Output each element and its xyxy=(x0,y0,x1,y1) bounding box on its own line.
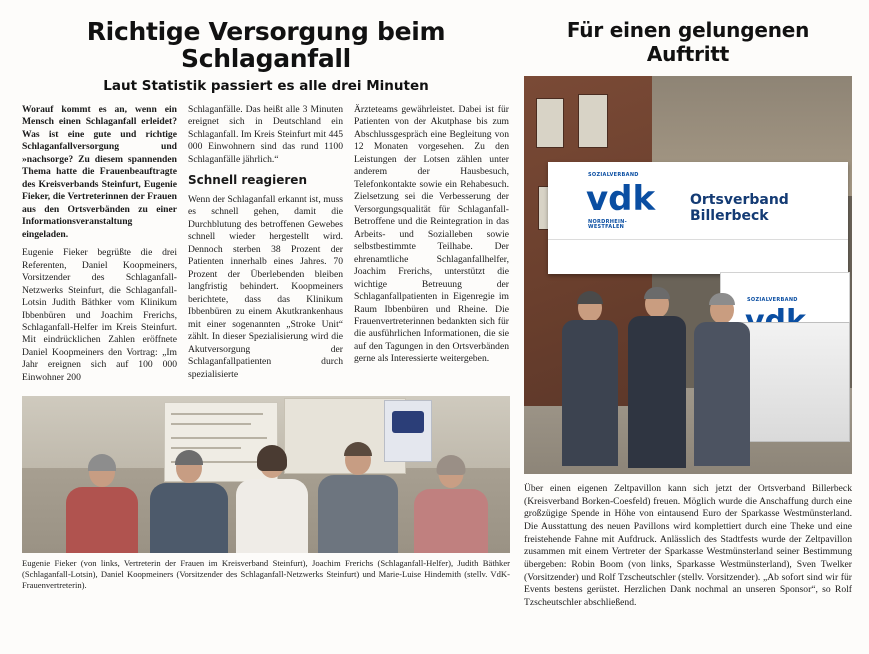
right-article xyxy=(524,18,852,616)
person-robin-boom xyxy=(562,294,618,466)
torso xyxy=(236,479,308,553)
torso xyxy=(628,316,686,468)
left-article xyxy=(22,18,510,638)
person-rolf-tzscheutschler xyxy=(694,296,750,466)
torso xyxy=(694,322,750,466)
right-headline: Für einen gelungenen Auftritt xyxy=(566,18,810,66)
tent-pavilion xyxy=(548,162,848,274)
person-joachim-frerichs xyxy=(150,453,228,553)
left-article-photo xyxy=(22,396,510,553)
tent-valance xyxy=(548,239,848,274)
column-2-body: Wenn der Schlaganfall erkannt ist, muss es schnell gehen, damit die Durchblutung des betroffenen Gewebes schnell wieder hergestellt wird. Dennoch sterben 38 Prozent der Patienten innerhalb eines Jahres. 70 Prozent der Überlebenden bleiben langfristig behindert. Koopmeiners berichtete, dass das Klinikum Ibbenbüren zu einem Akutkrankenhaus mit einer sogenannten „Stroke Unit“ zählt. In dieser Spezialisierung wird die Akutversorgung der Schlaganfallpatienten durch spezialisierte xyxy=(188,193,343,380)
person-eugenie-fieker xyxy=(66,457,138,553)
hair xyxy=(175,450,203,465)
right-body-text: Über einen eigenen Zeltpavillon kann sich jetzt der Ortsverband Billerbeck (Kreisverband Borken-Coesfeld) freuen. Möglich wurde die Anschaffung durch eine großzügige Spende in Höhe von eintausend Euro der Sparkasse Westmünsterland. Die Ausstattung des neuen Pavillons wird komplettiert durch eine Theke und eine freistehende Fahne mit Aufdruck. Anlässlich des Stadtfests wurde der Zeltpavillon zusammen mit einem Vertreter der Sparkasse Westmünsterland seiner Bestimmung übergeben: Robin Boom (von links, Sparkasse Westmünsterland), Sven Twelker (Vorsitzender) und Rolf Tzscheutschler (stellv. Vorsitzender). „Ab sofort sind wir für Events bestens gerüstet. Herzlichen Dank nochmal an unseren Sponsor“, so Rolf Tzscheutschler abschließend. xyxy=(524,483,852,608)
hair xyxy=(644,287,670,299)
torso xyxy=(318,475,398,553)
hair xyxy=(88,454,116,471)
left-headline: Richtige Versorgung beim Schlaganfall xyxy=(86,17,446,73)
person-marie-luise-hindemith xyxy=(414,459,488,553)
person-daniel-koopmeiners xyxy=(318,445,398,553)
lead-paragraph: Worauf kommt es an, wenn ein Mensch einen Schlaganfall erleidet? Was ist eine gute und richtige Schlaganfallversorgung und »nachsorge? Zu diesem spannenden Thema hatte die Frauenbeauftragte des Kreisverbands Steinfurt, Eugenie Fieker, die Vertreterinnen der Frauen aus den Ortsverbänden zu einer Informationsveranstaltung eingeladen. xyxy=(22,104,177,240)
vdk-logo-tent xyxy=(586,172,656,230)
column-1 xyxy=(22,104,177,390)
subsection-heading: Schnell reagieren xyxy=(188,173,307,188)
torso xyxy=(414,489,488,553)
tent-ortsverband-label: Ortsverband Billerbeck xyxy=(690,192,789,224)
person-judith-baethker xyxy=(236,449,308,553)
column-3 xyxy=(354,104,509,372)
left-article-columns xyxy=(22,104,510,390)
vdk-sub-banner-1: SOZIALVERBAND xyxy=(747,297,798,303)
left-subheadline: Laut Statistik passiert es alle drei Minuten xyxy=(103,78,429,94)
column-1-body: Eugenie Fieker begrüßte die drei Referenten, Daniel Koopmeiners, Vorsitzender des Schlaganfall-Netzwerks Steinfurt, die Schlaganfall-Lotsin Judith Bäthker vom Klinikum Ibbenbüren und Joachim Frerichs, Schlaganfall-Helfer im Kreis Steinfurt. Mit eindrücklichen Zahlen eröffnete Daniel Koopmeiners den Vortrag: „Im Jahr ereignen sich auf 100 000 Einwohner 200 xyxy=(22,247,177,383)
torso xyxy=(562,320,618,466)
right-article-photo xyxy=(524,76,852,474)
hair xyxy=(257,445,287,471)
column-3-body: Ärzteteams gewährleistet. Dabei ist für Patienten von der Akutphase bis zum Abschlussgespräch eine Begleitung von 12 Monaten vorgesehen. Zu den Leistungen der Lotsen zählen unter anderem der Hausbesuch, Telefonkontakte sowie ein Rehabesuch. Zielsetzung sei die Verbesserung der Versorgungsqualität für Schlaganfall-Betroffene und die Reintegration in das Arbeits- und Sozialleben sowie selbstbestimmte Teilhabe. Der ehrenamtliche Schlaganfallhelfer, Joachim Frerichs, unterstützt die wichtige Betreuung der Schlaganfallpatienten in Eigenregie im Raum Ibbenbüren und Rheine. Die Frauenvertreterinnen bedankten sich für die ausführlichen Informationen, die sie auf den Tagungen in den Ortsverbänden gerne als Interessierte weitergeben. xyxy=(354,104,509,365)
torso xyxy=(150,483,228,553)
person-sven-twelker xyxy=(628,290,686,468)
column-2-continuation: Schlaganfälle. Das heißt alle 3 Minuten ereignet sich in Deutschland ein Schlaganfall. Im Kreis Steinfurt mit 445 000 Einwohnern sind das rund 1100 Schlaganfälle jährlich.“ xyxy=(188,104,343,165)
hair xyxy=(344,442,372,456)
vdk-sub-line-2: NORDRHEIN-WESTFALEN xyxy=(588,219,628,230)
column-2 xyxy=(188,104,343,387)
right-article-body xyxy=(524,483,852,610)
vdk-sub-line-1: SOZIALVERBAND xyxy=(588,172,639,178)
left-photo-caption: Eugenie Fieker (von links, Vertreterin der Frauen im Kreisverband Steinfurt), Joachim Frerichs (Schlaganfall-Helfer), Judith Bäthker (Schlaganfall-Lotsin), Daniel Koopmeiners (Vorsitzender des Schlaganfall-Netzwerks Steinfurt) und Marie-Luise Hindemith (stellv. VdK-Frauenvertreterin). xyxy=(22,558,510,590)
torso xyxy=(66,487,138,553)
poster-logo xyxy=(392,411,424,433)
vdk-wordmark: vdk xyxy=(586,179,656,219)
